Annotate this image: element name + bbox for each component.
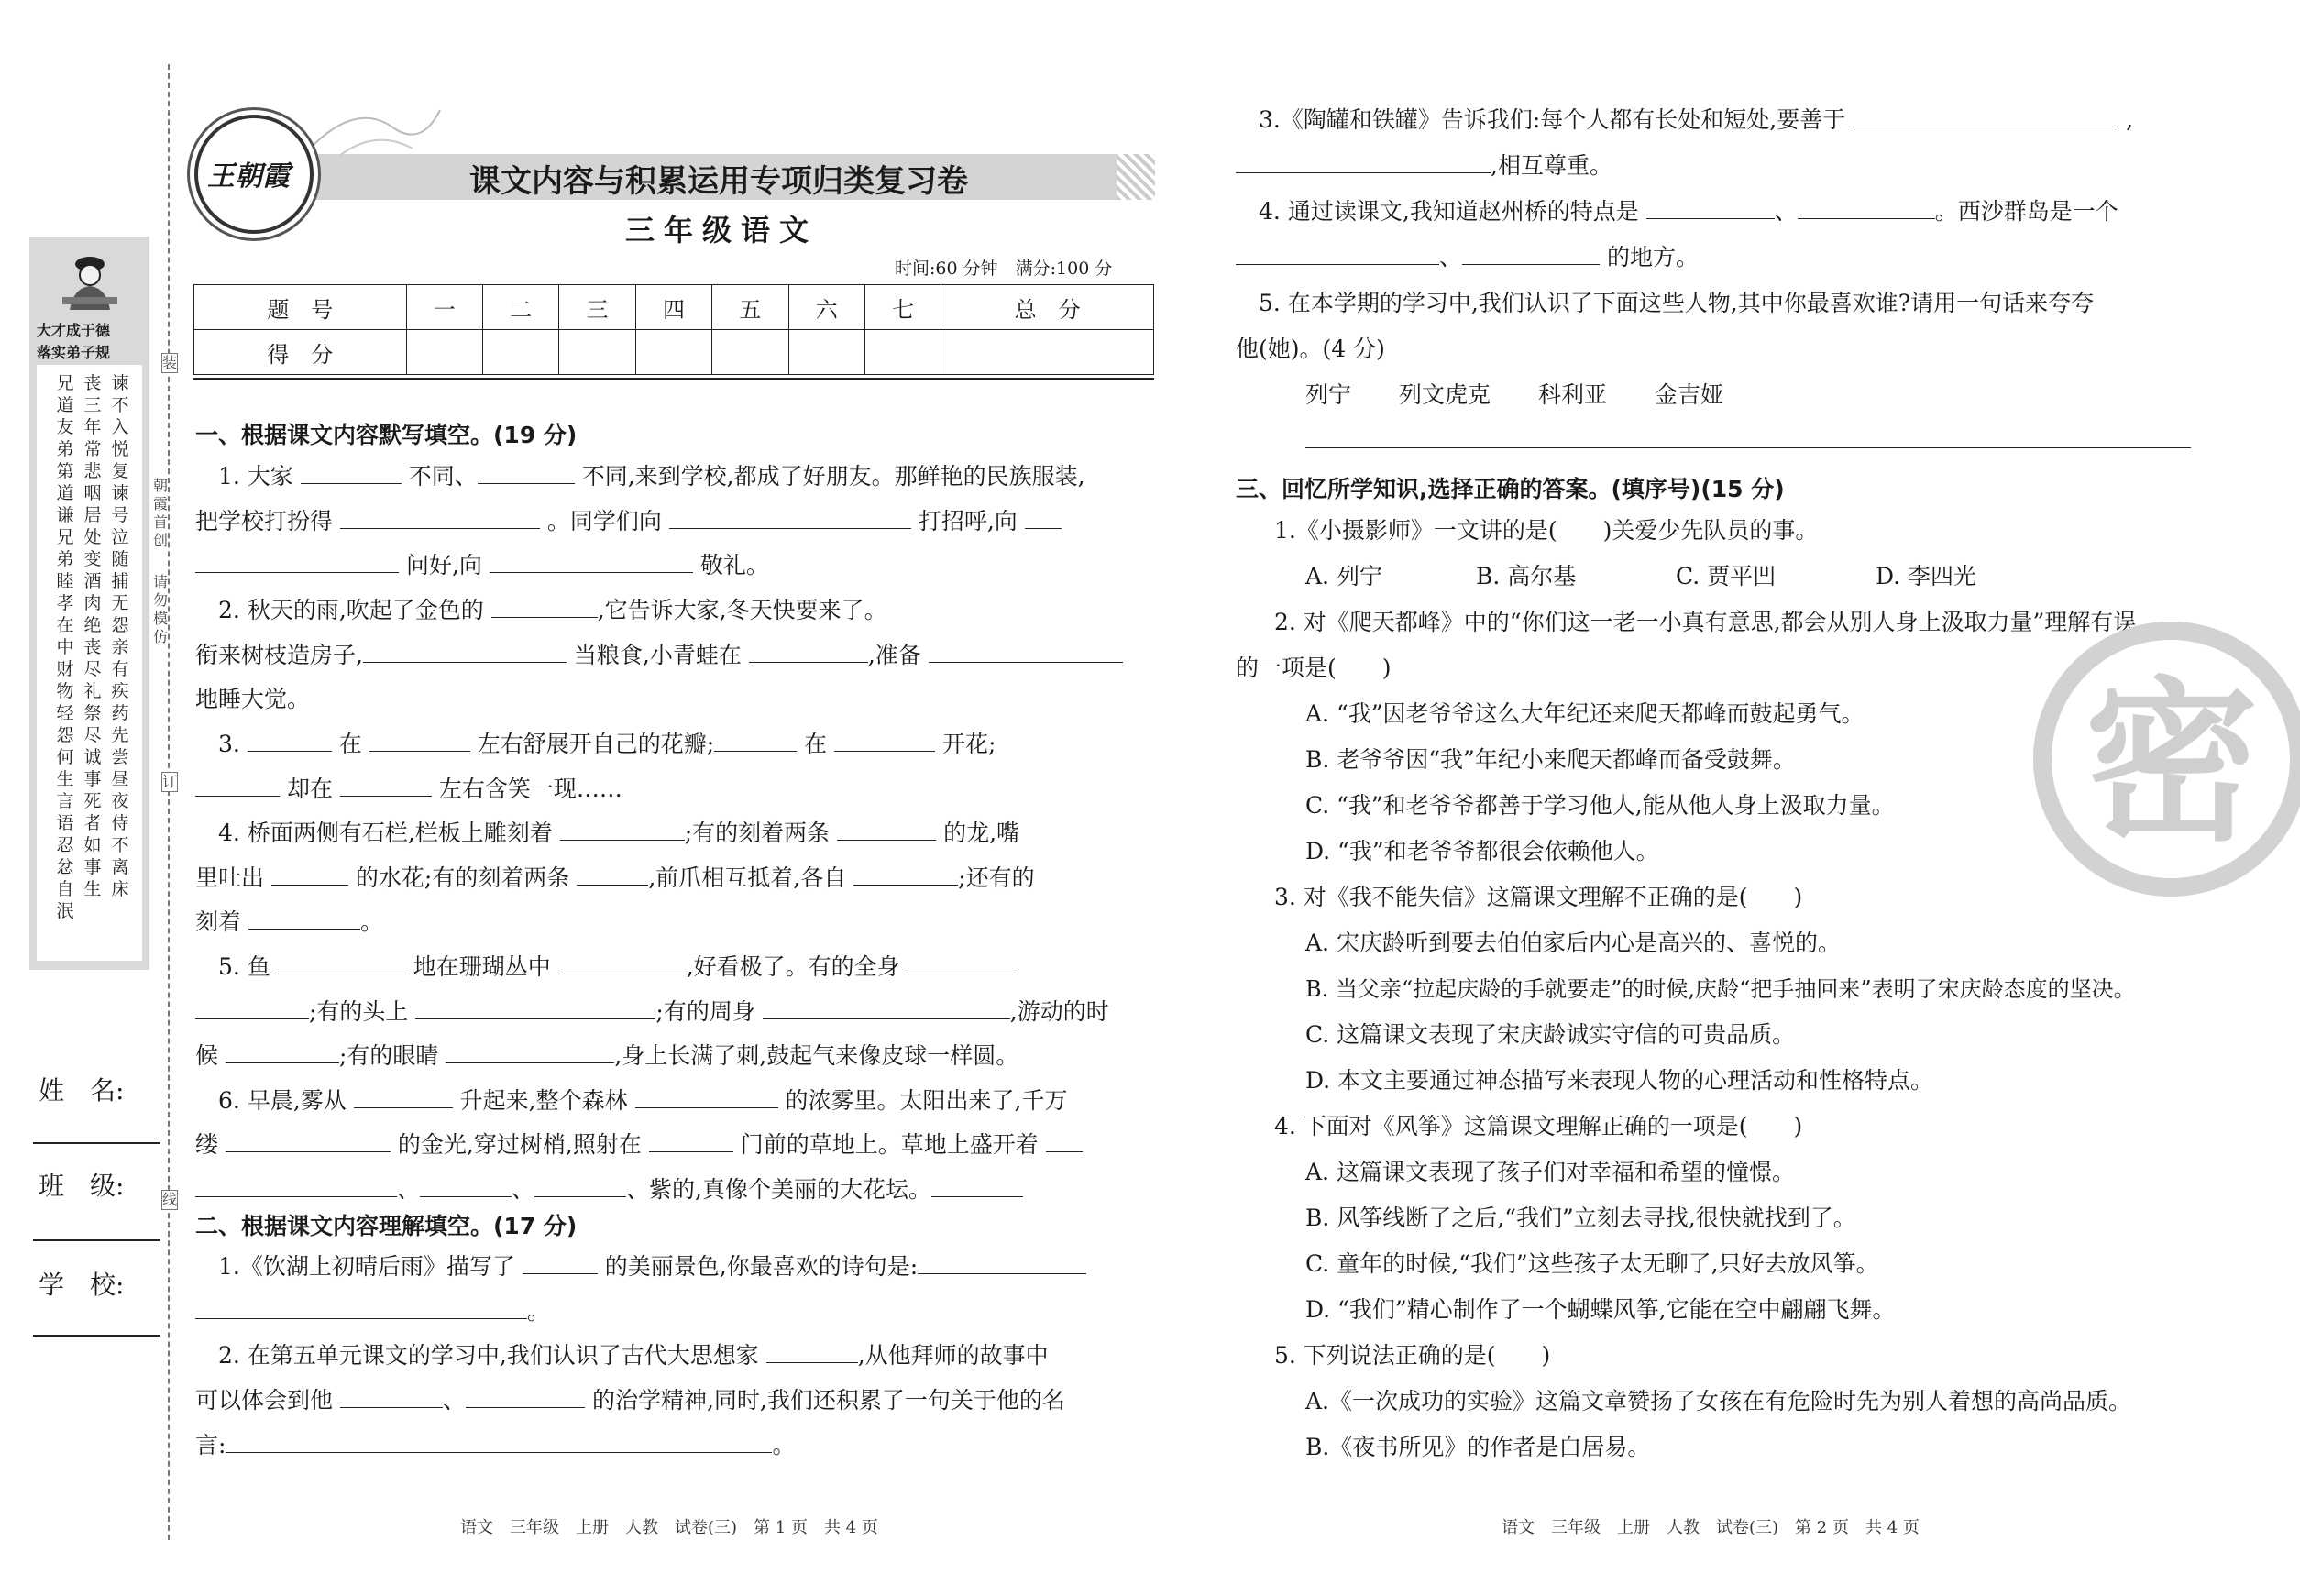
q4-option-b[interactable]: B. 风筝线断了之后,“我们”立刻去寻找,很快就找到了。 [1305,1205,1856,1231]
score-cell[interactable] [712,330,788,375]
score-header-cell: 题 号 [194,285,407,330]
score-header-cell: 五 [712,285,788,330]
q2-option-c[interactable]: C. “我”和老爷爷都善于学习他人,能从他人身上汲取力量。 [1305,792,1895,819]
left-line-3: 问好,向 敬礼。 [195,552,769,579]
q1-option-b[interactable]: B. 高尔基 [1476,563,1577,589]
q2-option-a[interactable]: A. “我”因老爷爷这么大年纪还来爬天都峰而鼓起勇气。 [1305,700,1865,727]
motto-column-2: 丧三年常悲咽居处变酒肉绝丧尽礼祭尽诚事死者如事生 [83,373,102,899]
left-line-2: 把学校打扮得 。同学们向 打招呼,向 [195,508,1062,535]
logo [194,115,314,234]
page-subtitle: 三年级语文 [625,213,819,248]
person-3: 科利亚 [1538,381,1608,408]
binding-mark-1: 装 [162,354,178,371]
ribbon-decoration [303,92,449,165]
answer-line[interactable] [1305,447,2191,448]
page-title: 课文内容与积累运用专项归类复习卷 [469,163,968,200]
left-line-6: 地睡大觉。 [195,686,311,712]
left-line-17: 、 、 、紫的,真像个美丽的大花坛。 [195,1176,1023,1204]
score-cell[interactable] [635,330,711,375]
left-line-19: 。 [195,1298,550,1326]
left-line-14: 候 ;有的眼睛 ,身上长满了刺,鼓起气来像皮球一样圆。 [195,1042,1019,1069]
binding-line [168,64,170,1540]
name-label: 姓 名: [39,1075,125,1106]
score-cell[interactable] [483,330,559,375]
logo-text: 王朝霞 [207,160,290,193]
person-4: 金吉娅 [1655,381,1724,408]
left-line-1: 1. 大家 不同、 不同,来到学校,都成了好朋友。那鲜艳的民族服装, [218,463,1085,490]
left-line-7: 3. 在 左右舒展开自己的花瓣; 在 开花; [218,731,996,757]
name-field[interactable] [33,1142,160,1144]
stamp-char: 密 [2085,662,2260,864]
class-label: 班 级: [39,1171,125,1201]
left-line-21: 可以体会到他 、 的治学精神,同时,我们还积累了一句关于他的名 [195,1387,1065,1414]
left-line-18: 1.《饮湖上初晴后雨》描写了 的美丽景色,你最喜欢的诗句是: [195,1253,1086,1281]
banner-pattern [1117,154,1155,200]
score-cell[interactable] [559,330,635,375]
q3-option-c[interactable]: C. 这篇课文表现了宋庆龄诚实守信的可贵品质。 [1305,1021,1796,1048]
score-header-cell: 七 [864,285,941,330]
footer-page-1: 语文 三年级 上册 人教 试卷(三) 第 1 页 共 4 页 [460,1518,878,1537]
score-header-cell: 二 [483,285,559,330]
vertical-note-2: 请勿模仿 [152,573,168,645]
q3-text: 3. 对《我不能失信》这篇课文理解不正确的是( ) [1274,884,1803,910]
left-line-22: 言: 。 [195,1432,796,1458]
section-1-title: 一、根据课文内容默写填空。(19 分) [195,422,578,448]
scholar-figure-icon [53,248,127,312]
right-line-6: 他(她)。(4 分) [1236,336,1385,362]
score-header-cell: 六 [788,285,864,330]
binding-mark-2: 订 [162,773,178,790]
q1-options [1305,563,1976,590]
vertical-note-1: 朝霞首创 [152,477,168,549]
score-table [193,284,1154,375]
left-line-20: 2. 在第五单元课文的学习中,我们认识了古代大思想家 ,从他拜师的故事中 [218,1342,1049,1369]
person-2: 列文虎克 [1399,381,1491,408]
q5-text: 5. 下列说法正确的是( ) [1274,1342,1551,1369]
right-line-4: 、 的地方。 [1236,244,1699,271]
binding-mark-3: 线 [162,1191,178,1208]
right-line-5: 5. 在本学期的学习中,我们认识了下面这些人物,其中你最喜欢谁?请用一句话来夸夸 [1259,290,2095,316]
right-line-1: 3.《陶罐和铁罐》告诉我们:每个人都有长处和短处,要善于 , [1259,106,2134,133]
left-line-5: 衔来树枝造房子, 当粮食,小青蛙在 ,准备 [195,642,1123,669]
left-line-12: 5. 鱼 地在珊瑚丛中 ,好看极了。有的全身 [195,953,1014,981]
left-line-11: 刻着 。 [195,908,383,935]
q5-option-a[interactable]: A.《一次成功的实验》这篇文章赞扬了女孩在有危险时先为别人着想的高尚品质。 [1305,1388,2132,1414]
confidential-stamp [2033,622,2300,897]
left-line-9: 4. 桥面两侧有石栏,栏板上雕刻着 ;有的刻着两条 的龙,嘴 [218,820,1020,846]
q1-option-d[interactable]: D. 李四光 [1876,563,1977,589]
score-cell[interactable] [788,330,864,375]
score-header-cell: 四 [635,285,711,330]
q4-text: 4. 下面对《风筝》这篇课文理解正确的一项是( ) [1274,1113,1803,1139]
q1-text: 1.《小摄影师》一文讲的是( )关爱少先队员的事。 [1274,517,1819,544]
motto-top-1: 大才成于德 [37,322,111,339]
q1-option-c[interactable]: C. 贾平凹 [1676,563,1777,589]
q3-option-d[interactable]: D. 本文主要通过神态描写来表现人物的心理活动和性格特点。 [1305,1067,1934,1094]
q4-option-a[interactable]: A. 这篇课文表现了孩子们对幸福和希望的憧憬。 [1305,1159,1795,1185]
q4-option-d[interactable]: D. “我们”精心制作了一个蝴蝶风筝,它能在空中翩翩飞舞。 [1305,1296,1896,1323]
school-field[interactable] [33,1335,160,1337]
score-row-label: 得 分 [194,330,407,375]
q1-option-a[interactable]: A. 列宁 [1305,563,1382,589]
person-1: 列宁 [1305,381,1352,408]
section-2-title: 二、根据课文内容理解填空。(17 分) [195,1213,578,1239]
score-header-cell: 一 [406,285,482,330]
score-cell[interactable] [864,330,941,375]
left-line-13: ;有的头上 ;有的周身 ,游动的时 [195,998,1109,1026]
left-line-4: 2. 秋天的雨,吹起了金色的 ,它告诉大家,冬天快要来了。 [218,597,887,623]
q3-option-a[interactable]: A. 宋庆龄听到要去伯伯家后内心是高兴的、喜悦的。 [1305,930,1841,956]
motto-column-1: 兄道友弟第道谦兄弟睦孝在中财物轻怨何生言语忍忿自泯 [56,373,74,921]
score-cell[interactable] [406,330,482,375]
header-rule [193,378,1154,380]
motto-column-3: 谏不入悦复谏号泣随捕无怨亲有疾药先尝昼夜侍不离床 [111,373,129,899]
motto-panel [29,237,149,970]
q3-option-b[interactable]: B. 当父亲“拉起庆龄的手就要走”的时候,庆龄“把手抽回来”表明了宋庆龄态度的坚决。 [1305,976,2136,1002]
left-line-10: 里吐出 的水花;有的刻着两条 ,前爪相互抵着,各自 ;还有的 [195,864,1035,891]
left-line-15: 6. 早晨,雾从 升起来,整个森林 的浓雾里。太阳出来了,千万 [218,1087,1068,1114]
right-line-3: 4. 通过读课文,我知道赵州桥的特点是 、 。西沙群岛是一个 [1259,198,2118,225]
q2-text-2: 的一项是( ) [1236,655,1392,681]
q4-option-c[interactable]: C. 童年的时候,“我们”这些孩子太无聊了,只好去放风筝。 [1305,1250,1879,1277]
q5-option-b[interactable]: B.《夜书所见》的作者是白居易。 [1305,1434,1651,1460]
score-cell[interactable] [941,330,1154,375]
school-label: 学 校: [39,1270,125,1300]
time-info: 时间:60 分钟 满分:100 分 [895,259,1113,279]
q2-option-b[interactable]: B. 老爷爷因“我”年纪小来爬天都峰而备受鼓舞。 [1305,746,1796,773]
class-field[interactable] [33,1239,160,1241]
q2-option-d[interactable]: D. “我”和老爷爷都很会依赖他人。 [1305,838,1659,864]
footer-page-2: 语文 三年级 上册 人教 试卷(三) 第 2 页 共 4 页 [1502,1518,1920,1537]
score-header-cell: 三 [559,285,635,330]
left-line-8: 却在 左右含笑一现…… [195,776,622,803]
score-header-cell: 总 分 [941,285,1154,330]
q2-text-1: 2. 对《爬天都峰》中的“你们这一老一小真有意思,都会从别人身上汲取力量”理解有误 [1274,609,2137,635]
section-3-title: 三、回忆所学知识,选择正确的答案。(填序号)(15 分) [1236,476,1785,502]
left-line-16: 缕 的金光,穿过树梢,照射在 门前的草地上。草地上盛开着 [195,1131,1083,1159]
people-list [1305,381,1723,409]
motto-top-2: 落实弟子规 [37,344,111,361]
right-line-2: ,相互尊重。 [1236,152,1612,180]
